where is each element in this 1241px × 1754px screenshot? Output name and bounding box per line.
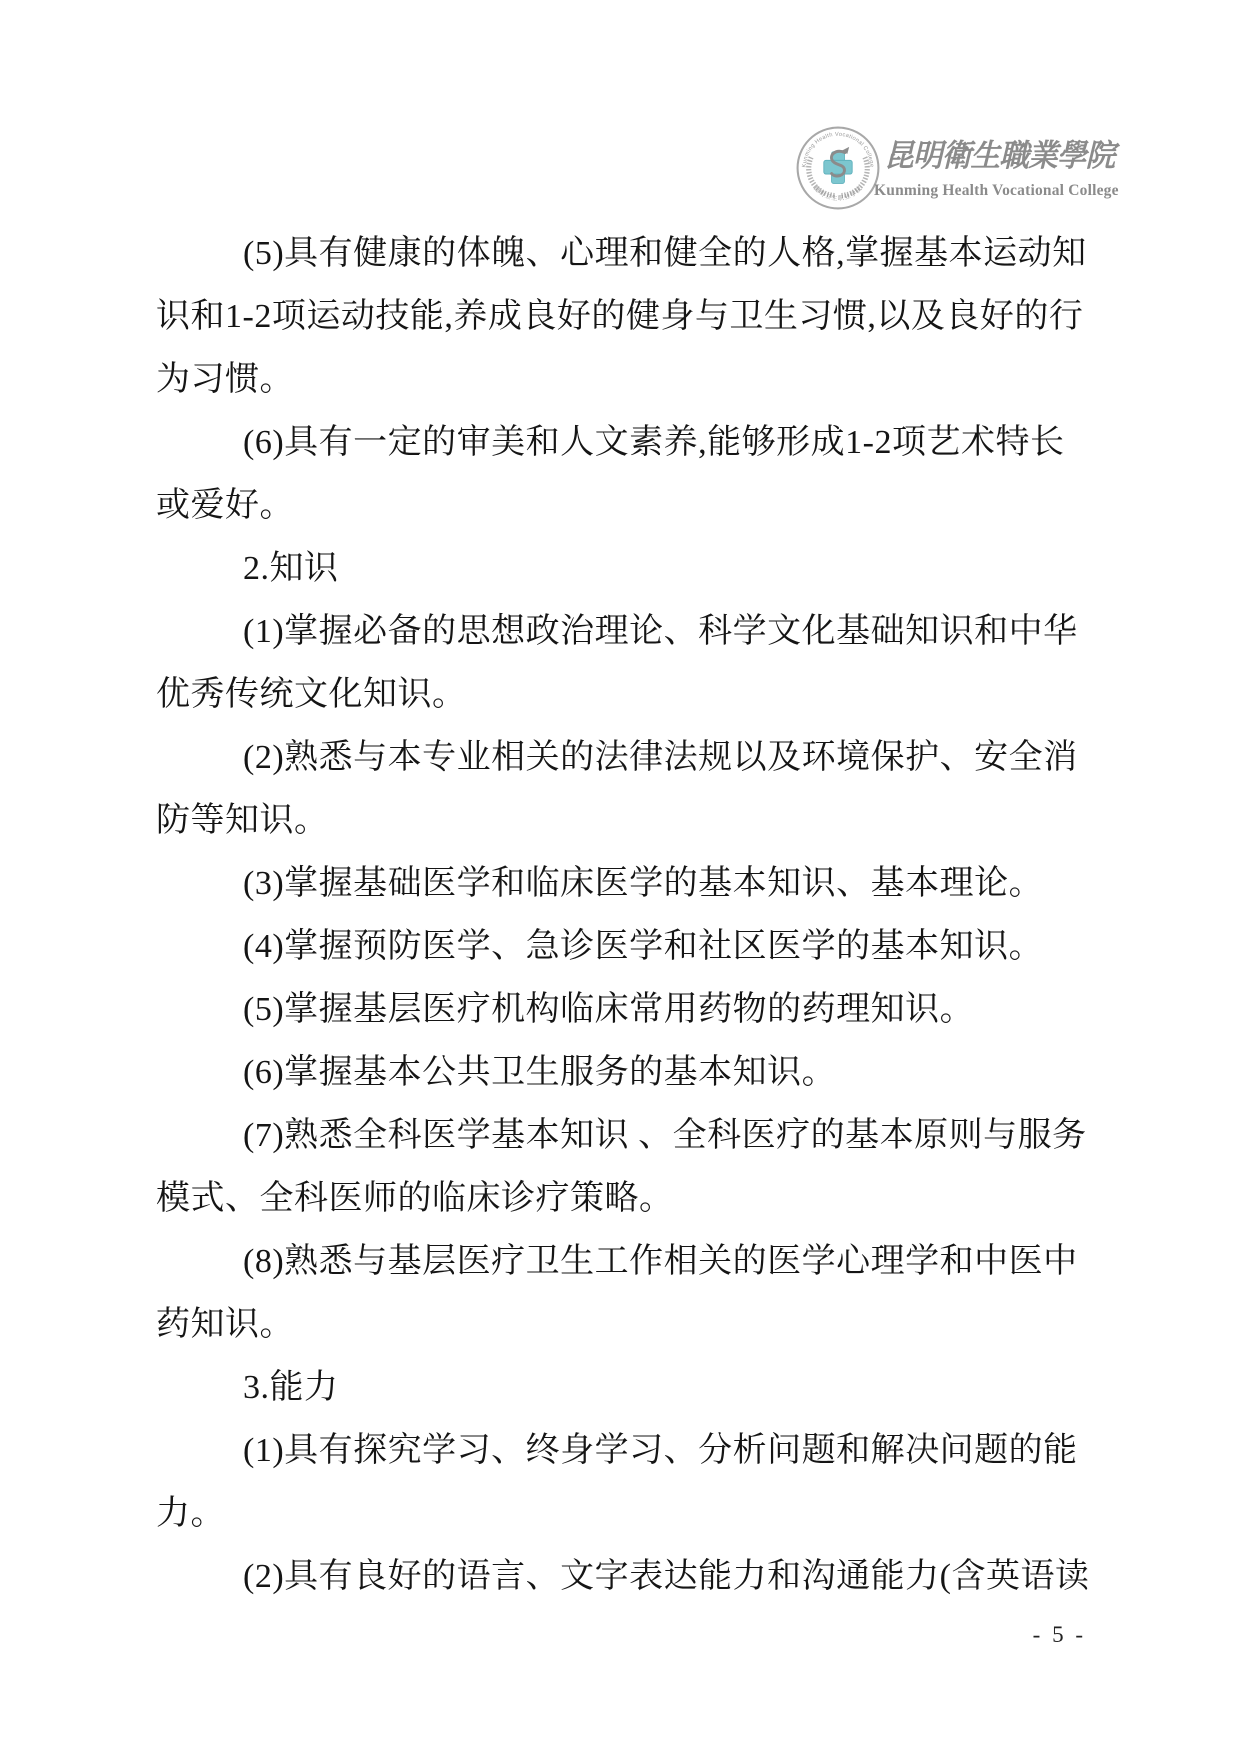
text-line: 识和1-2项运动技能,养成良好的健身与卫生习惯,以及良好的行 xyxy=(156,298,1084,335)
text-line: (2)熟悉与本专业相关的法律法规以及环境保护、安全消 xyxy=(243,739,1078,776)
text-line: 药知识。 xyxy=(156,1306,294,1343)
text-line: 2.知识 xyxy=(243,550,339,587)
text-line: 3.能力 xyxy=(243,1369,339,1406)
text-line: (6)具有一定的审美和人文素养,能够形成1-2项艺术特长 xyxy=(243,424,1065,461)
college-logo xyxy=(795,125,881,211)
logo-arc-text-top: Kunming Health Vocational College xyxy=(801,131,875,168)
text-line: 防等知识。 xyxy=(156,802,329,839)
text-line: (8)熟悉与基层医疗卫生工作相关的医学心理学和中医中 xyxy=(243,1243,1078,1280)
logo-arc-text-bottom: 昆明卫生职业学院 xyxy=(811,185,865,203)
page-number: - 5 - xyxy=(1032,1622,1086,1647)
text-line: 模式、全科医师的临床诊疗策略。 xyxy=(156,1180,674,1217)
college-name-calligraphy: 昆明衛生職業學院 xyxy=(884,138,1115,173)
college-name-english: Kunming Health Vocational College xyxy=(874,182,1119,199)
text-line: 力。 xyxy=(156,1495,225,1532)
text-line: (2)具有良好的语言、文字表达能力和沟通能力(含英语读 xyxy=(243,1558,1090,1595)
text-line: (4)掌握预防医学、急诊医学和社区医学的基本知识。 xyxy=(243,928,1044,965)
text-line: (1)具有探究学习、终身学习、分析问题和解决问题的能 xyxy=(243,1432,1078,1469)
text-line: (3)掌握基础医学和临床医学的基本知识、基本理论。 xyxy=(243,865,1044,902)
text-line: (7)熟悉全科医学基本知识 、全科医疗的基本原则与服务 xyxy=(243,1117,1087,1154)
text-line: (5)具有健康的体魄、心理和健全的人格,掌握基本运动知 xyxy=(243,235,1087,272)
text-line: 或爱好。 xyxy=(156,487,294,524)
text-line: (1)掌握必备的思想政治理论、科学文化基础知识和中华 xyxy=(243,613,1078,650)
text-line: (6)掌握基本公共卫生服务的基本知识。 xyxy=(243,1054,837,1091)
text-line: 优秀传统文化知识。 xyxy=(156,676,467,713)
text-line: (5)掌握基层医疗机构临床常用药物的药理知识。 xyxy=(243,991,975,1028)
document-body xyxy=(156,222,1101,1608)
text-line: 为习惯。 xyxy=(156,361,294,398)
